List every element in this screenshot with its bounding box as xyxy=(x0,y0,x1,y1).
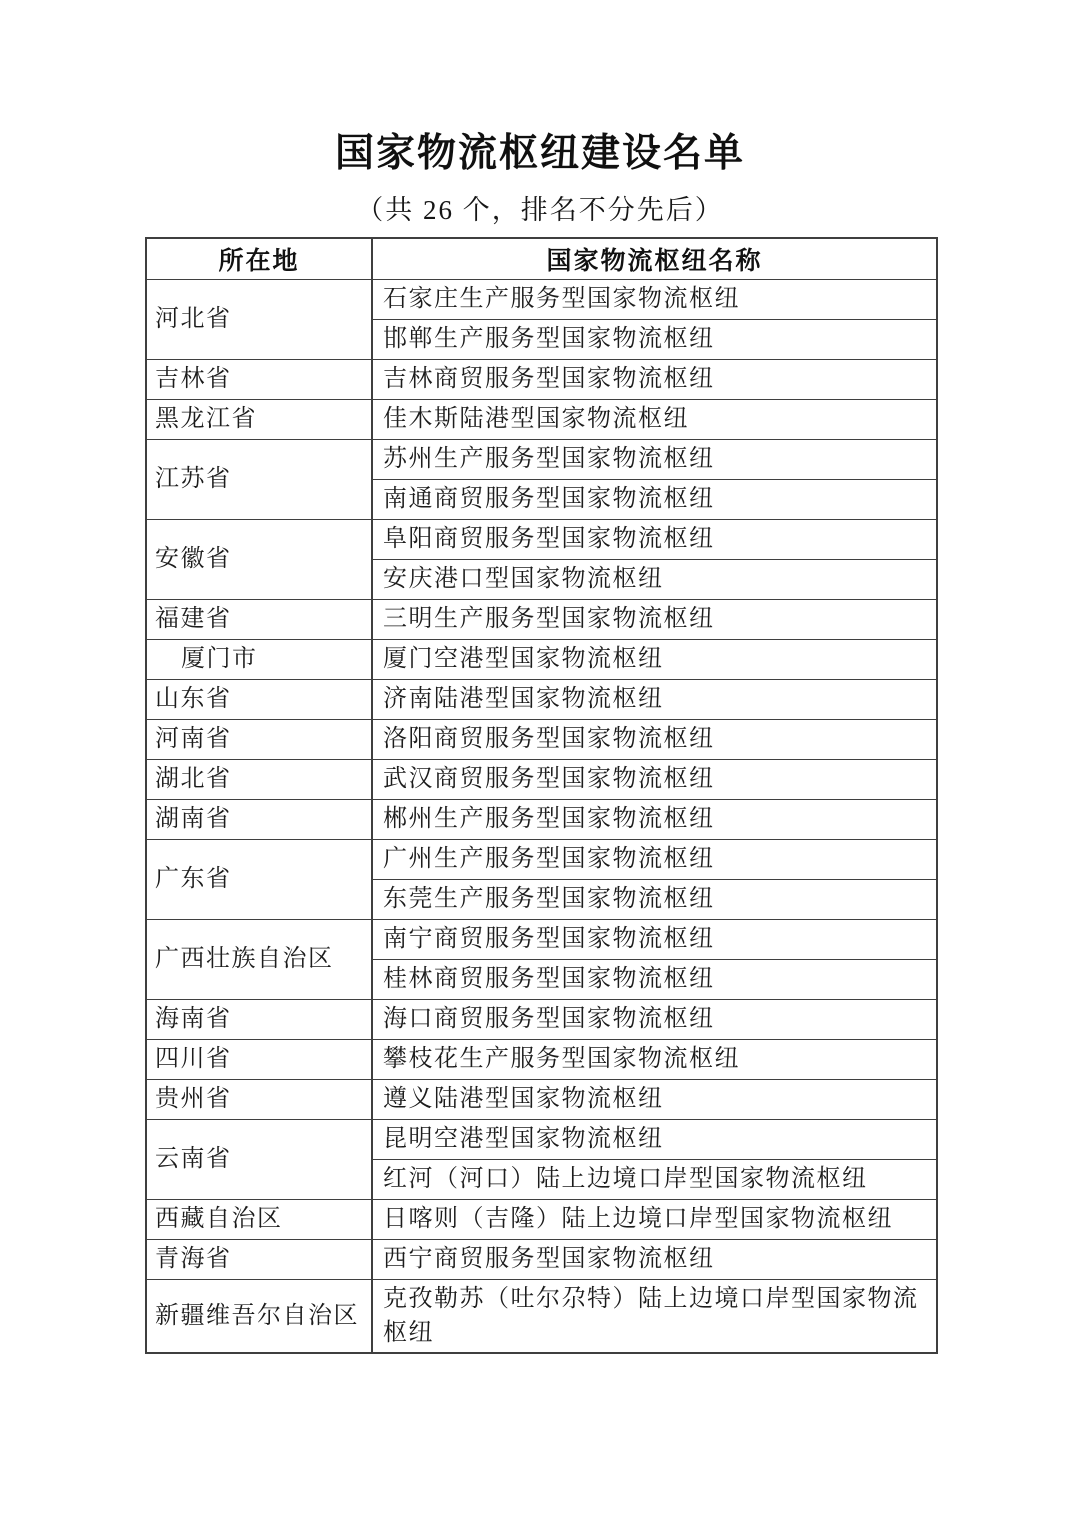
table-row xyxy=(146,599,937,639)
table-row xyxy=(146,639,937,679)
region-cell: 新疆维吾尔自治区 xyxy=(146,1279,372,1353)
region-cell: 厦门市 xyxy=(146,639,372,679)
region-cell: 福建省 xyxy=(146,599,372,639)
hub-name-cell: 东莞生产服务型国家物流枢纽 xyxy=(372,879,937,919)
table-header xyxy=(146,238,937,279)
region-cell: 河南省 xyxy=(146,719,372,759)
region-cell: 黑龙江省 xyxy=(146,399,372,439)
hub-name-cell: 武汉商贸服务型国家物流枢纽 xyxy=(372,759,937,799)
hub-name-cell: 昆明空港型国家物流枢纽 xyxy=(372,1119,937,1159)
hub-name-cell: 南宁商贸服务型国家物流枢纽 xyxy=(372,919,937,959)
table-row xyxy=(146,279,937,319)
hub-name-cell: 安庆港口型国家物流枢纽 xyxy=(372,559,937,599)
column-header-location: 所在地 xyxy=(146,238,372,279)
logistics-hub-table xyxy=(145,237,938,1354)
region-cell: 青海省 xyxy=(146,1239,372,1279)
hub-name-cell: 洛阳商贸服务型国家物流枢纽 xyxy=(372,719,937,759)
hub-name-cell: 三明生产服务型国家物流枢纽 xyxy=(372,599,937,639)
hub-name-cell: 佳木斯陆港型国家物流枢纽 xyxy=(372,399,937,439)
region-cell: 海南省 xyxy=(146,999,372,1039)
table-row xyxy=(146,759,937,799)
hub-name-cell: 阜阳商贸服务型国家物流枢纽 xyxy=(372,519,937,559)
hub-name-cell: 西宁商贸服务型国家物流枢纽 xyxy=(372,1239,937,1279)
table-row xyxy=(146,839,937,879)
hub-name-cell: 石家庄生产服务型国家物流枢纽 xyxy=(372,279,937,319)
hub-name-cell: 遵义陆港型国家物流枢纽 xyxy=(372,1079,937,1119)
region-cell: 四川省 xyxy=(146,1039,372,1079)
region-cell: 安徽省 xyxy=(146,519,372,599)
table-row xyxy=(146,1039,937,1079)
page-title: 国家物流枢纽建设名单 xyxy=(334,132,745,175)
column-header-hub-name: 国家物流枢纽名称 xyxy=(372,238,937,279)
table-row xyxy=(146,679,937,719)
region-cell: 江苏省 xyxy=(146,439,372,519)
table-body xyxy=(146,279,937,1353)
region-cell: 山东省 xyxy=(146,679,372,719)
region-cell: 广西壮族自治区 xyxy=(146,919,372,999)
hub-name-cell: 红河（河口）陆上边境口岸型国家物流枢纽 xyxy=(372,1159,937,1199)
header-row xyxy=(146,238,937,279)
region-cell: 湖北省 xyxy=(146,759,372,799)
hub-name-cell: 邯郸生产服务型国家物流枢纽 xyxy=(372,319,937,359)
region-cell: 湖南省 xyxy=(146,799,372,839)
table-row xyxy=(146,519,937,559)
table-row xyxy=(146,999,937,1039)
table-row xyxy=(146,799,937,839)
hub-name-cell: 广州生产服务型国家物流枢纽 xyxy=(372,839,937,879)
table-row xyxy=(146,1279,937,1353)
region-cell: 广东省 xyxy=(146,839,372,919)
hub-name-cell: 厦门空港型国家物流枢纽 xyxy=(372,639,937,679)
hub-name-cell: 克孜勒苏（吐尔尕特）陆上边境口岸型国家物流枢纽 xyxy=(372,1279,937,1353)
region-cell: 河北省 xyxy=(146,279,372,359)
table-row xyxy=(146,1239,937,1279)
region-cell: 贵州省 xyxy=(146,1079,372,1119)
table-row xyxy=(146,399,937,439)
table-row xyxy=(146,1119,937,1159)
hub-name-cell: 吉林商贸服务型国家物流枢纽 xyxy=(372,359,937,399)
region-cell: 云南省 xyxy=(146,1119,372,1199)
hub-name-cell: 桂林商贸服务型国家物流枢纽 xyxy=(372,959,937,999)
region-cell: 西藏自治区 xyxy=(146,1199,372,1239)
table-row xyxy=(146,719,937,759)
hub-name-cell: 济南陆港型国家物流枢纽 xyxy=(372,679,937,719)
hub-name-cell: 海口商贸服务型国家物流枢纽 xyxy=(372,999,937,1039)
hub-name-cell: 南通商贸服务型国家物流枢纽 xyxy=(372,479,937,519)
region-cell: 吉林省 xyxy=(146,359,372,399)
hub-name-cell: 郴州生产服务型国家物流枢纽 xyxy=(372,799,937,839)
table-row xyxy=(146,359,937,399)
hub-name-cell: 日喀则（吉隆）陆上边境口岸型国家物流枢纽 xyxy=(372,1199,937,1239)
hub-name-cell: 苏州生产服务型国家物流枢纽 xyxy=(372,439,937,479)
hub-name-cell: 攀枝花生产服务型国家物流枢纽 xyxy=(372,1039,937,1079)
table-row xyxy=(146,1079,937,1119)
table-row xyxy=(146,919,937,959)
table-row xyxy=(146,1199,937,1239)
page-subtitle: （共 26 个，排名不分先后） xyxy=(356,195,724,225)
table-row xyxy=(146,439,937,479)
